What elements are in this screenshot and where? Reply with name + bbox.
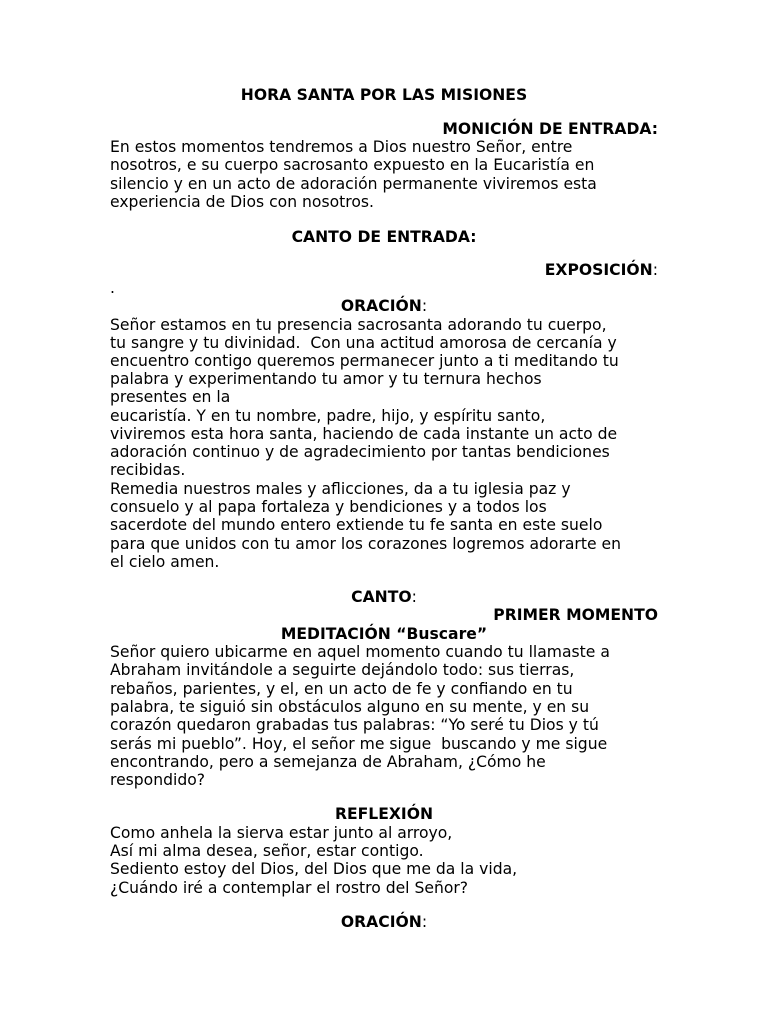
- meditacion-line: corazón quedaron grabadas tus palabras: “Yo seré tu Dios y tú: [110, 716, 599, 734]
- canto-heading: CANTO: [351, 588, 412, 606]
- canto-colon: :: [411, 588, 417, 606]
- oracion-line: viviremos esta hora santa, haciendo de cada instante un acto de: [110, 425, 618, 443]
- document-title: HORA SANTA POR LAS MISIONES: [240, 86, 528, 104]
- oracion-line: Señor estamos en tu presencia sacrosanta adorando tu cuerpo,: [110, 316, 607, 334]
- monicion-line: silencio y en un acto de adoración permanente viviremos esta: [110, 175, 597, 193]
- oracion-line: para que unidos con tu amor los corazones logremos adorarte en: [110, 535, 621, 553]
- oracion-line: tu sangre y tu divinidad. Con una actitud amorosa de cercanía y: [110, 334, 617, 352]
- oracion-line: el cielo amen.: [110, 553, 220, 571]
- oracion2-colon: :: [421, 913, 428, 931]
- exposicion-dot: .: [110, 279, 115, 297]
- primer-momento-heading: PRIMER MOMENTO: [493, 606, 658, 624]
- reflexion-line: Sediento estoy del Dios, del Dios que me da la vida,: [110, 860, 518, 878]
- meditacion-line: palabra, te siguió sin obstáculos alguno en su mente, y en su: [110, 698, 590, 716]
- meditacion-line: encontrando, pero a semejanza de Abraham, ¿Cómo he: [110, 753, 546, 771]
- reflexion-line: Así mi alma desea, señor, estar contigo.: [110, 842, 424, 860]
- exposicion-heading-line: [110, 261, 658, 279]
- oracion-heading: ORACIÓN: [340, 297, 422, 315]
- meditacion-line: respondido?: [110, 771, 206, 789]
- reflexion-line: ¿Cuándo iré a contemplar el rostro del Señor?: [110, 879, 469, 897]
- exposicion-colon: :: [652, 261, 658, 279]
- oracion-line: Remedia nuestros males y aflicciones, da a tu iglesia paz y: [110, 480, 571, 498]
- monicion-line: En estos momentos tendremos a Dios nuestro Señor, entre: [110, 138, 573, 156]
- monicion-heading: MONICIÓN DE ENTRADA:: [442, 120, 658, 138]
- oracion-line: eucaristía. Y en tu nombre, padre, hijo, y espíritu santo,: [110, 407, 546, 425]
- oracion-line: adoración continuo y de agradecimiento por tantas bendiciones: [110, 443, 610, 461]
- reflexion-heading: REFLEXIÓN: [334, 805, 434, 823]
- oracion-heading-line: [110, 297, 658, 315]
- meditacion-line: Señor quiero ubicarme en aquel momento cuando tu llamaste a: [110, 643, 610, 661]
- oracion-line: consuelo y al papa fortaleza y bendiciones y a todos los: [110, 498, 547, 516]
- oracion-colon: :: [421, 297, 428, 315]
- oracion-line: presentes en la: [110, 388, 231, 406]
- meditacion-heading: MEDITACIÓN “Buscare”: [280, 625, 488, 643]
- canto-heading-line: [110, 588, 658, 606]
- oracion2-heading: ORACIÓN: [340, 913, 422, 931]
- oracion-line: encuentro contigo queremos permanecer junto a ti meditando tu: [110, 352, 619, 370]
- oracion-line: recibidas.: [110, 461, 186, 479]
- monicion-line: experiencia de Dios con nosotros.: [110, 193, 374, 211]
- oracion-line: palabra y experimentando tu amor y tu ternura hechos: [110, 370, 542, 388]
- exposicion-heading: EXPOSICIÓN: [544, 261, 653, 279]
- canto-entrada-heading: CANTO DE ENTRADA:: [291, 228, 477, 246]
- meditacion-line: serás mi pueblo”. Hoy, el señor me sigue buscando y me sigue: [110, 735, 608, 753]
- oracion2-heading-line: [110, 913, 658, 931]
- monicion-line: nosotros, e su cuerpo sacrosanto expuesto en la Eucaristía en: [110, 156, 595, 174]
- reflexion-line: Como anhela la sierva estar junto al arroyo,: [110, 824, 453, 842]
- meditacion-line: rebaños, parientes, y el, en un acto de fe y confiando en tu: [110, 680, 573, 698]
- meditacion-line: Abraham invitándole a seguirte dejándolo todo: sus tierras,: [110, 661, 575, 679]
- oracion-line: sacerdote del mundo entero extiende tu fe santa en este suelo: [110, 516, 603, 534]
